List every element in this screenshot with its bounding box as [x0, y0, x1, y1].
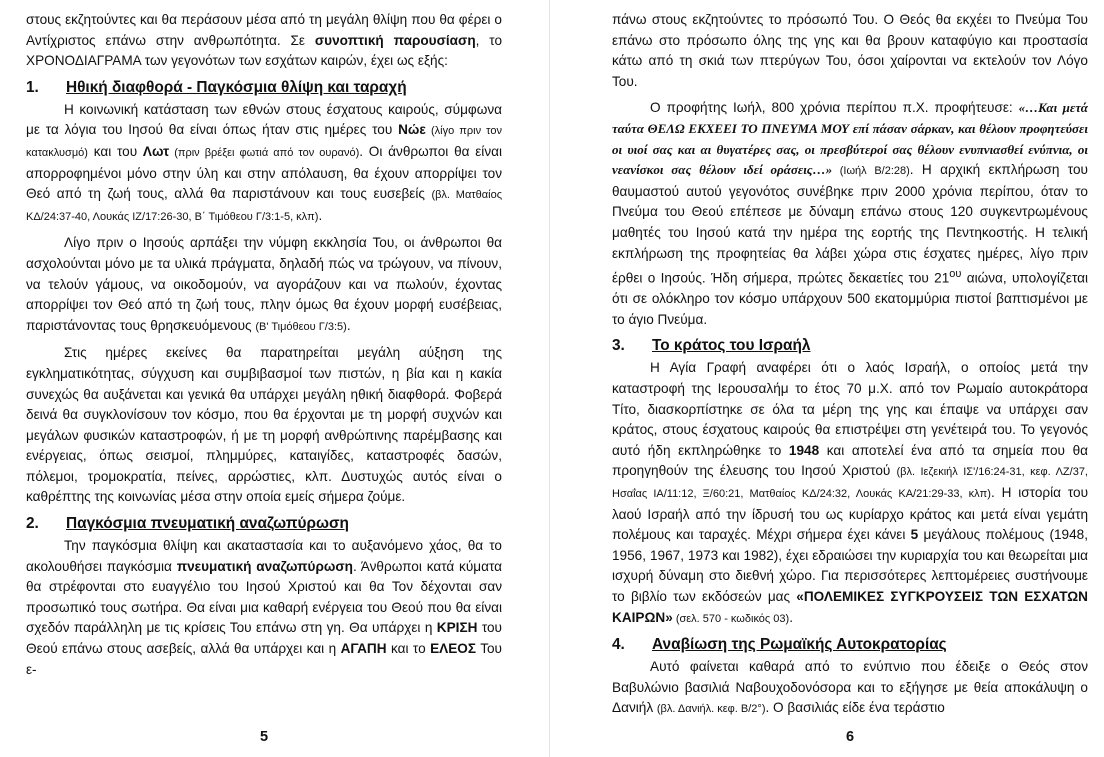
section-heading-4 [612, 635, 1088, 655]
left-page [26, 10, 502, 755]
section-title: Το κράτος του Ισραήλ [652, 337, 811, 355]
joel-prophecy-paragraph: Ο προφήτης Ιωήλ, 800 χρόνια περίπου π.Χ. προφήτευσε: «…Και μετά ταύτα ΘΕΛΩ ΕΚΧΕΕΙ ΤΟ ΠΝΕΥΜΑ ΜΟΥ επί πάσαν σάρκαν, και θέλουν προφητεύσει οι υιοί σας και αι θυγατέρες σας, οι πρεσβύτεροί σας θέλουν ενυπνιασθεί ενύπνια, οι νεανίσκοι σας θέλουν ιδεί οράσεις…» (Ιωήλ Β/2:28). Η αρχική εκπλήρωση του θαυμαστού αυτού γεγονότος συνέβηκε πριν 2000 χρόνια περίπου, όταν το Πνεύμα του Θεού επέπεσε με δύναμη επάνω στους 120 συγκεντρωμένους μαθητές του Ιησού κατά την ημέρα της εορτής της Πεντηκοστής. Η τελική εκπλήρωση της προφητείας θα λάβει χώρα στις έσχατες ημέρες, λίγο πριν έρθει ο Ιησούς. Ήδη σήμερα, πρώτες δεκαετίες του $21^{o\upsilon}$ αιώνα, υπολογίζεται ότι σε ολόκληρο τον κόσμο υπάρχουν 500 εκατομμύρια πιστοί βαπτισμένοι με το άγιο Πνεύμα. [612, 100, 1088, 327]
scripture-quote: «…Και μετά ταύτα ΘΕΛΩ ΕΚΧΕΕΙ ΤΟ ΠΝΕΥΜΑ ΜΟΥ επί πάσαν σάρκαν, και θέλουν προφητεύσει οι υιοί σας και αι θυγατέρες σας, οι πρεσβύτεροί σας θέλουν ενυπνιασθεί ενύπνια, οι νεανίσκοι σας θέλουν ιδεί οράσεις…» [612, 100, 1088, 178]
section-number: 3. [612, 337, 625, 355]
section-1-paragraph-2: Λίγο πριν ο Ιησούς αρπάξει την νύμφη εκκλησία Του, οι άνθρωποι θα ασχολούνται μόνο με τα υλικά πράγματα, δηλαδή πώς να τρώγουν, να πίνουν, να τελούν γάμους, να οικοδομούν, να αγοράζουν και να πωλούν, έχοντας απορρίψει τον Θεό από τη ζωή τους, πλην όμως θα έχουν μορφή ευσέβειας, παριστάνοντας τους θρησκευόμενους (Β' Τιμόθεου Γ/3:5). [26, 235, 502, 333]
right-page [612, 10, 1088, 755]
section-heading-1 [26, 78, 502, 98]
section-4-paragraph-1: Αυτό φαίνεται καθαρά από το ενύπνιο που έδειξε ο Θεός στον Βαβυλώνιο βασιλιά Ναβουχοδονόσορα και το εξήγησε με θεία αποκάλυψη ο Δανιήλ (βλ. Δανιήλ. κεφ. Β/2°). Ο βασιλιάς είδε ένα τεράστιο [612, 659, 1088, 716]
section-number: 1. [26, 78, 39, 96]
section-title: Παγκόσμια πνευματική αναζωπύρωση [66, 515, 349, 533]
section-2-paragraph-1: Την παγκόσμια θλίψη και ακαταστασία και το αυξανόμενο χάος, θα το ακολουθήσει παγκόσμια πνευματική αναζωπύρωση. Άνθρωποι κατά κύματα θα στρέφονται στο ευαγγέλιο του Ιησού Χριστού και θα Τον δέχονται σαν προσωπικό τους σωτήρα. Θα είναι μια καθαρή ενέργεια του Θεού που θα είναι σχεδόν παράλληλη με τις κρίσεις Του επάνω στη γη. Θα υπάρχει η ΚΡΙΣΗ του Θεού επάνω στους ασεβείς, αλλά θα υπάρχει και η ΑΓΑΠΗ και το ΕΛΕΟΣ Του ε- [26, 538, 502, 677]
continuation-paragraph: πάνω στους εκζητούντες το πρόσωπό Του. Ο Θεός θα εκχέει το Πνεύμα Του επάνω στο πρόσωπο όλης της γης και θα βρουν καταφύγιο και προστασία κάτω από τη σκιά των πτερύγων Του, όσοι χαίρονται να εκτελούν τον Λόγο Του. [612, 12, 1088, 89]
section-3-paragraph-1: Η Αγία Γραφή αναφέρει ότι ο λαός Ισραήλ, ο οποίος μετά την καταστροφή της Ιερουσαλήμ το έτος 70 μ.Χ. από τον Ρωμαίο αυτοκράτορα Τίτο, διασκορπίστηκε σε όλα τα μέρη της γης και έπαψε να υπάρχει σαν κράτος, στους έσχατους καιρούς θα επιστρέψει στη γενέτειρά του. Το γεγονός αυτό ήδη εκπληρώθηκε το 1948 και αποτελεί ένα από τα σημεία που θα προηγηθούν της έλευσης του Ιησού Χριστού (βλ. Ιεζεκιήλ ΙΣ'/16:24-31, κεφ. ΛΖ/37, Ησαΐας ΙΑ/11:12, Ξ/60:21, Ματθαίος ΚΔ/24:32, Λουκάς ΚΑ/21:29-33, κλπ). Η ιστορία του λαού Ισραήλ από την ίδρυσή του ως κυρίαρχο κράτος και μετά είναι γεμάτη πολέμους και ταραχές. Μέχρι σήμερα έχει κάνει 5 μεγάλους πολέμους (1948, 1956, 1967, 1973 και 1982), έχει εδραιώσει την κυριαρχία του και θεωρείται μια ισχυρή δύναμη στο διεθνή χώρο. Για περισσότερες λεπτομέρειες συστήνουμε το βιβλίο των εκδόσεών μας «ΠΟΛΕΜΙΚΕΣ ΣΥΓΚΡΟΥΣΕΙΣ ΤΩΝ ΕΣΧΑΤΩΝ ΚΑΙΡΩΝ» (σελ. 570 - κωδικός 03). [612, 360, 1089, 625]
book-gutter [549, 0, 550, 757]
section-title: Ηθική διαφθορά - Παγκόσμια θλίψη και ταραχή [66, 78, 407, 96]
section-title: Αναβίωση της Ρωμαϊκής Αυτοκρατορίας [652, 636, 947, 654]
section-1-paragraph-1: Η κοινωνική κατάσταση των εθνών στους έσχατους καιρούς, σύμφωνα με τα λόγια του Ιησού θα είναι όπως ήταν στις ημέρες του Νώε (λίγο πριν τον κατακλυσμό) και του Λωτ (πριν βρέξει φωτιά από τον ουρανό). Οι άνθρωποι θα είναι απορροφημένοι μόνο στην ύλη και στην απόλαυση, θα έχουν απορρίψει τον Θεό από τη ζωή τους, αλλά θα παριστάνουν και τους ευσεβείς (βλ. Ματθαίος ΚΔ/24:37-40, Λουκάς ΙΖ/17:26-30, Β΄ Τιμόθεου Γ/3:1-5, κλπ). [26, 101, 503, 223]
section-number: 2. [26, 515, 39, 533]
section-heading-3 [612, 336, 1088, 356]
page-number: 6 [845, 729, 855, 745]
section-1-paragraph-3: Στις ημέρες εκείνες θα παρατηρείται μεγάλη αύξηση της εγκληματικότητας, σύγχυση και συμβιβασμοί των πιστών, η βία και η κακία συνεχώς θα αυξάνεται και γενικά θα υπάρχει μεγάλη ηθική διαφθορά. Φοβερά δεινά θα συγκλονίσουν τον κόσμο, που θα έρχονται με τη μορφή συχνών και μεγάλων φυσικών καταστροφών, ή με τη μορφή ανθρώπινης παρέμβασης και ενέργειας, όπως σεισμοί, πλημμύρες, καταιγίδες, καταστροφές δασών, πόλεμοι, τρομοκρατία, πείνες, αρρώστιες, κλπ. Δυστυχώς αυτός είναι ο καθρέπτης της κοινωνίας μέσα στην οποία εμείς σήμερα ζούμε. [26, 345, 502, 505]
page-number: 5 [259, 729, 269, 745]
section-number: 4. [612, 636, 625, 654]
section-heading-2 [26, 514, 502, 534]
intro-paragraph: στους εκζητούντες και θα περάσουν μέσα από τη μεγάλη θλίψη που θα φέρει ο Αντίχριστος επάνω στην ανθρωπότητα. Σε συνοπτική παρουσίαση, το ΧΡΟΝΟΔΙΑΓΡΑΜΑ των γεγονότων των εσχάτων καιρών, έχει ως εξής: [26, 12, 503, 69]
